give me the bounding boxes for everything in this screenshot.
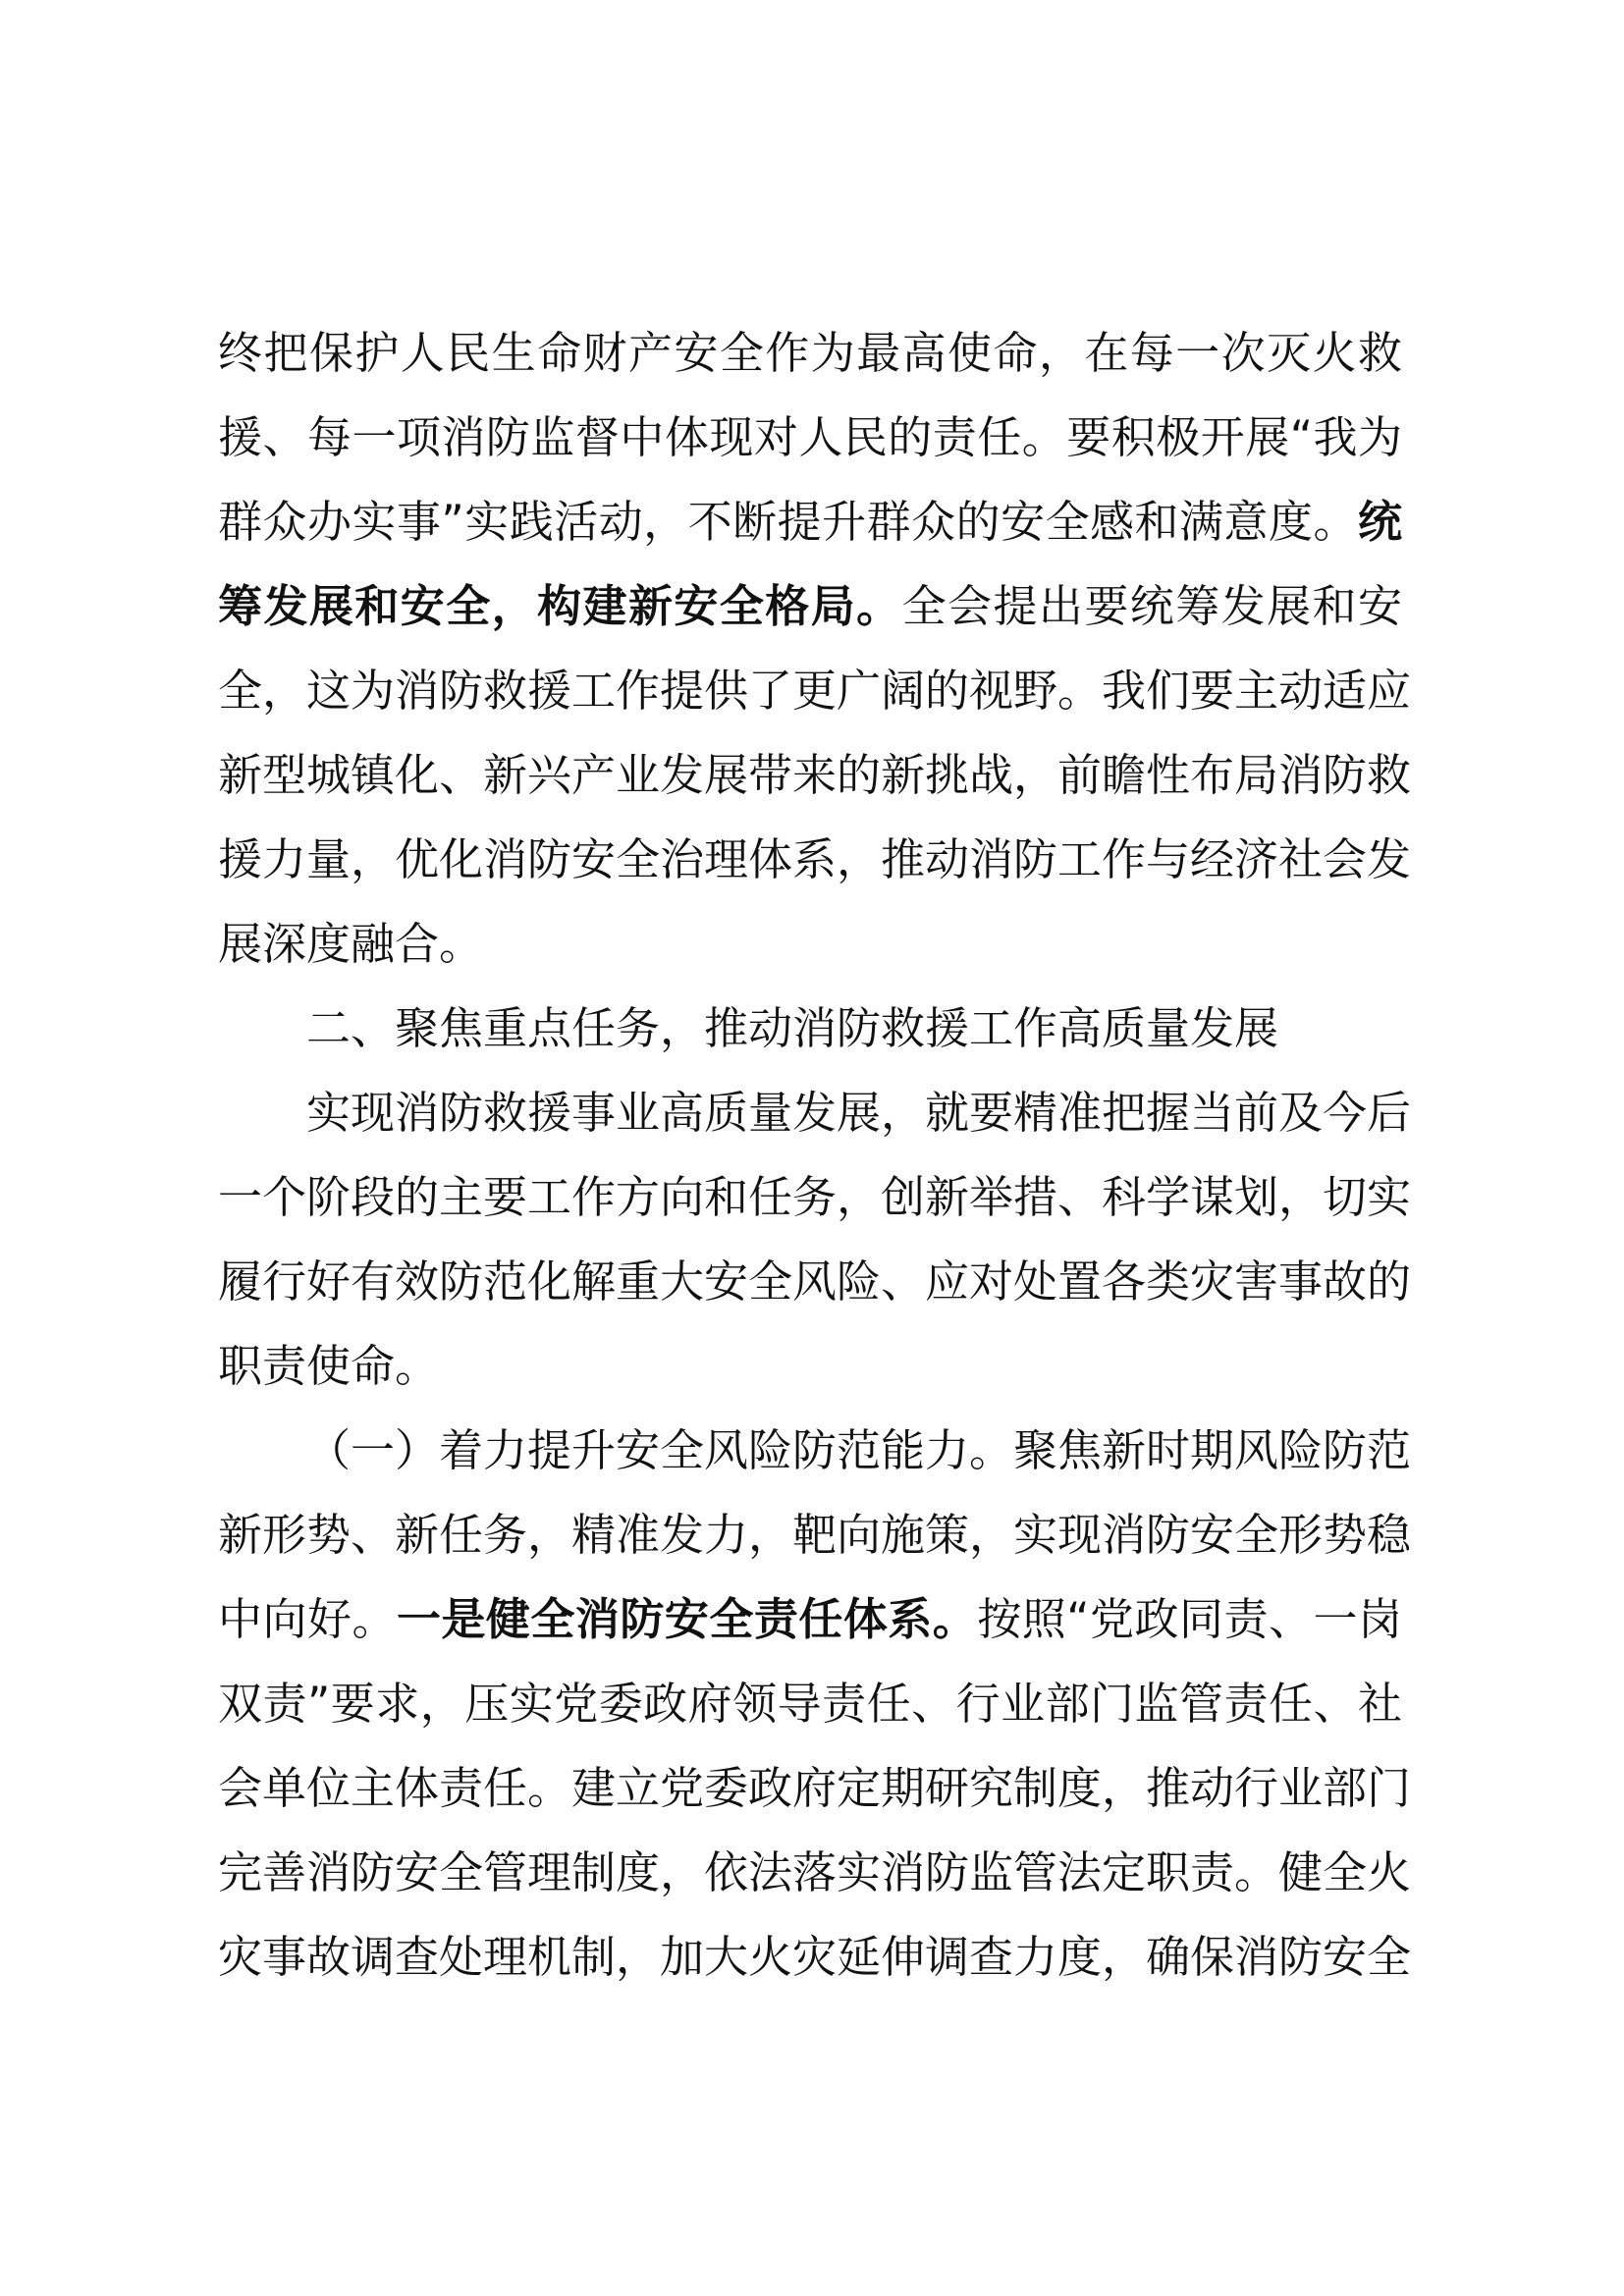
- text-line: [218, 311, 1402, 396]
- text-line: [218, 987, 1402, 1071]
- text-line: [218, 1746, 1412, 1831]
- bold-text: 统: [1357, 496, 1402, 548]
- text-segment: 一个阶段的主要工作方向和任务，创新举措、科学谋划，切实: [218, 1171, 1412, 1223]
- text-line: [218, 1240, 1412, 1324]
- text-segment: 新形势、新任务，精准发力，靶向施策，实现消防安全形势稳: [218, 1509, 1412, 1561]
- text-line: [218, 396, 1402, 480]
- text-segment: （一）着力提升安全风险防范能力。聚焦新时期风险防范: [306, 1424, 1412, 1476]
- text-line: [218, 818, 1412, 902]
- text-line: [218, 1324, 1402, 1409]
- text-segment: 援力量，优化消防安全治理体系，推动消防工作与经济社会发: [218, 833, 1412, 885]
- text-line: [218, 1493, 1412, 1577]
- text-line: [218, 1071, 1412, 1155]
- text-segment: 按照“党政同责、一岗: [977, 1593, 1402, 1645]
- text-segment: 双责”要求，压实党委政府领导责任、行业部门监管责任、社: [218, 1678, 1402, 1730]
- text-line: [218, 733, 1412, 818]
- text-line: [218, 1155, 1412, 1240]
- text-segment: 全会提出要统筹发展和安: [901, 580, 1402, 632]
- text-segment: 新型城镇化、新兴产业发展带来的新挑战，前瞻性布局消防救: [218, 749, 1412, 801]
- text-segment: 灾事故调查处理机制，加大火灾延伸调查力度，确保消防安全: [218, 1931, 1412, 1983]
- text-segment: 展深度融合。: [218, 918, 484, 970]
- text-line: [218, 1831, 1412, 1915]
- text-line: [218, 1915, 1412, 2000]
- text-line: [218, 1409, 1412, 1493]
- text-line: [218, 564, 1402, 649]
- text-segment: 履行好有效防范化解重大安全风险、应对处置各类灾害事故的: [218, 1255, 1412, 1308]
- bold-text: 筹发展和安全，构建新安全格局。: [218, 580, 902, 632]
- text-segment: 实现消防救援事业高质量发展，就要精准把握当前及今后: [306, 1087, 1412, 1139]
- text-segment: 全，这为消防救援工作提供了更广阔的视野。我们要主动适应: [218, 665, 1412, 717]
- text-segment: 二、聚焦重点任务，推动消防救援工作高质量发展: [306, 1002, 1279, 1054]
- text-line: [218, 1662, 1402, 1746]
- text-line: [218, 649, 1412, 733]
- text-line: [218, 902, 1402, 987]
- text-segment: 群众办实事”实践活动，不断提升群众的安全感和满意度。: [218, 496, 1358, 548]
- text-line: [218, 480, 1402, 564]
- bold-text: 一是健全消防安全责任体系。: [396, 1593, 978, 1645]
- text-line: [218, 1577, 1402, 1662]
- text-segment: 援、每一项消防监督中体现对人民的责任。要积极开展“我为: [218, 411, 1402, 463]
- text-segment: 中向好。: [218, 1593, 397, 1645]
- text-segment: 会单位主体责任。建立党委政府定期研究制度，推动行业部门: [218, 1762, 1412, 1814]
- text-segment: 职责使命。: [218, 1340, 440, 1392]
- document-body: [218, 311, 1412, 2000]
- text-segment: 终把保护人民生命财产安全作为最高使命，在每一次灭火救: [218, 327, 1402, 379]
- text-segment: 完善消防安全管理制度，依法落实消防监管法定职责。健全火: [218, 1846, 1412, 1898]
